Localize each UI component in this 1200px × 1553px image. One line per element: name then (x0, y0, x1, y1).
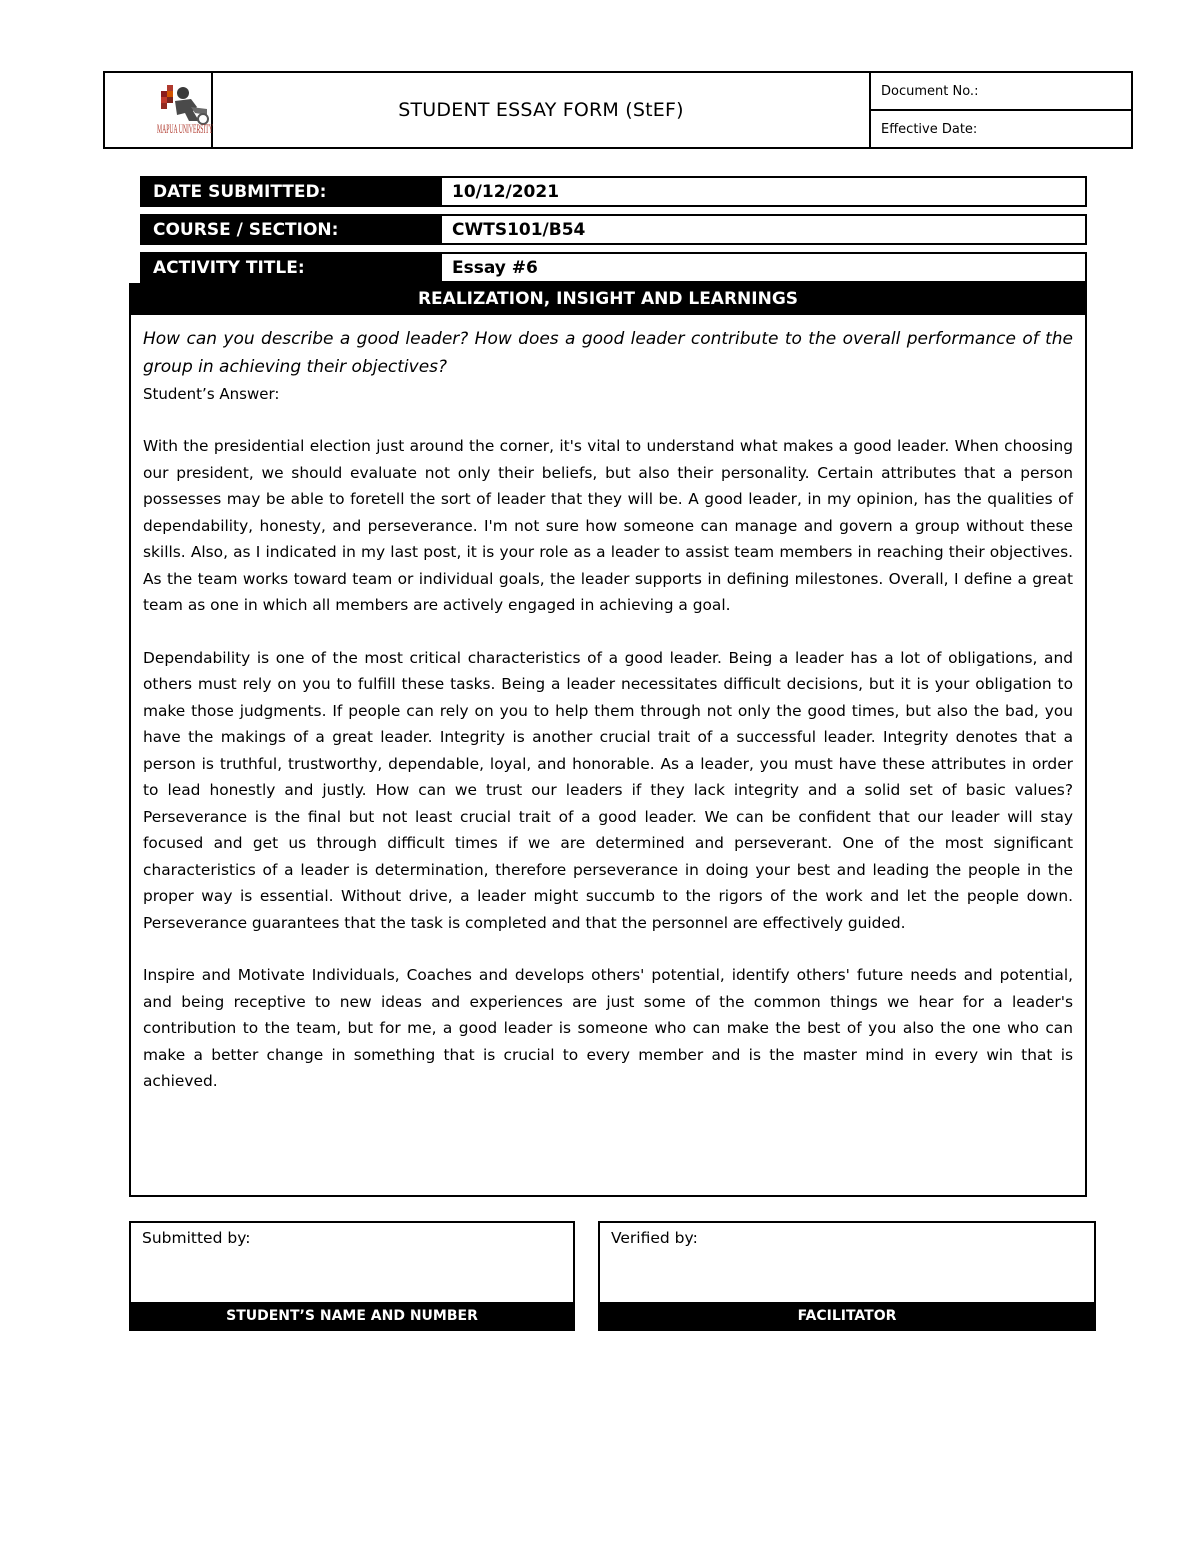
document-meta (871, 73, 1131, 147)
date-submitted-value[interactable]: 10/12/2021 (440, 176, 1087, 207)
answer-label: Student’s Answer: (143, 385, 280, 403)
essay-question: How can you describe a good leader? How does a good leader contribute to the overall performance of the group in achieving their objectives? (143, 329, 1073, 377)
section-title: REALIZATION, INSIGHT AND LEARNINGS (129, 283, 1087, 314)
form-title: STUDENT ESSAY FORM (StEF) (213, 73, 871, 147)
course-section-row (140, 214, 1087, 245)
activity-title-row (140, 252, 1087, 283)
essay-paragraph: Dependability is one of the most critical characteristics of a good leader. Being a leader has a lot of obligations, and others must rely on you to fulfill these tasks. Being a leader necessitates difficult decisions, but it is your obligation to make those judgments. If people can rely on you to help them through not only the good times, but also the bad, you have the makings of a great leader. Integrity is another crucial trait of a successful leader. Integrity denotes that a person is truthful, trustworthy, dependable, loyal, and honorable. As a leader, you must have these attributes in order to lead honestly and justly. How can we trust our leaders if they lack integrity and a solid set of basic values? Perseverance is the final but not least crucial trait of a good leader. We can be confident that our leader will stay focused and get us through difficult times if we are determined and perseverant. One of the most significant characteristics of a leader is determination, therefore perseverance in doing your best and leading the people in the proper way is essential. Without drive, a leader might succumb to the rigors of the work and let the people down. Perseverance guarantees that the task is completed and that the personnel are effectively guided. (143, 648, 1073, 932)
logo-wordmark: MAPUA UNIVERSITY (157, 121, 214, 136)
student-name-bar: STUDENT’S NAME AND NUMBER (131, 1302, 573, 1329)
verified-by-label: Verified by: (611, 1229, 698, 1247)
submitted-by-box[interactable] (129, 1221, 575, 1331)
essay-paragraph: With the presidential election just around the corner, it's vital to understand what makes a good leader. When choosing our president, we should evaluate not only their beliefs, but also their personality. Certain attributes that a person possesses may be able to foretell the sort of leader that they will be. A good leader, in my opinion, has the qualities of dependability, honesty, and perseverance. I'm not sure how someone can manage and govern a group without these skills. Also, as I indicated in my last post, it is your role as a leader to assist team members in reaching their objectives. As the team works toward team or individual goals, the leader supports in defining milestones. Overall, I define a great team as one in which all members are actively engaged in achieving a goal. (143, 437, 1073, 614)
submitted-by-label: Submitted by: (142, 1229, 251, 1247)
course-section-label: COURSE / SECTION: (140, 214, 440, 245)
document-no-label: Document No.: (881, 83, 979, 99)
facilitator-bar: FACILITATOR (600, 1302, 1094, 1329)
verified-by-box[interactable] (598, 1221, 1096, 1331)
essay-box[interactable] (129, 313, 1087, 1197)
university-logo (155, 81, 215, 145)
logo-cell (105, 73, 213, 147)
activity-title-label: ACTIVITY TITLE: (140, 252, 440, 283)
activity-title-value[interactable]: Essay #6 (440, 252, 1087, 283)
essay-paragraph: Inspire and Motivate Individuals, Coaches and develops others' potential, identify others' future needs and potential, and being receptive to new ideas and experiences are just some of the common things we hear for a leader's contribution to the team, but for me, a good leader is someone who can make the best of you also the one who can make a better change in something that is crucial to every member and is the master mind in every win that is achieved. (143, 966, 1073, 1090)
effective-date-label: Effective Date: (871, 109, 1131, 147)
date-submitted-label: DATE SUBMITTED: (140, 176, 440, 207)
date-submitted-row (140, 176, 1087, 207)
form-header (103, 71, 1133, 149)
course-section-value[interactable]: CWTS101/B54 (440, 214, 1087, 245)
